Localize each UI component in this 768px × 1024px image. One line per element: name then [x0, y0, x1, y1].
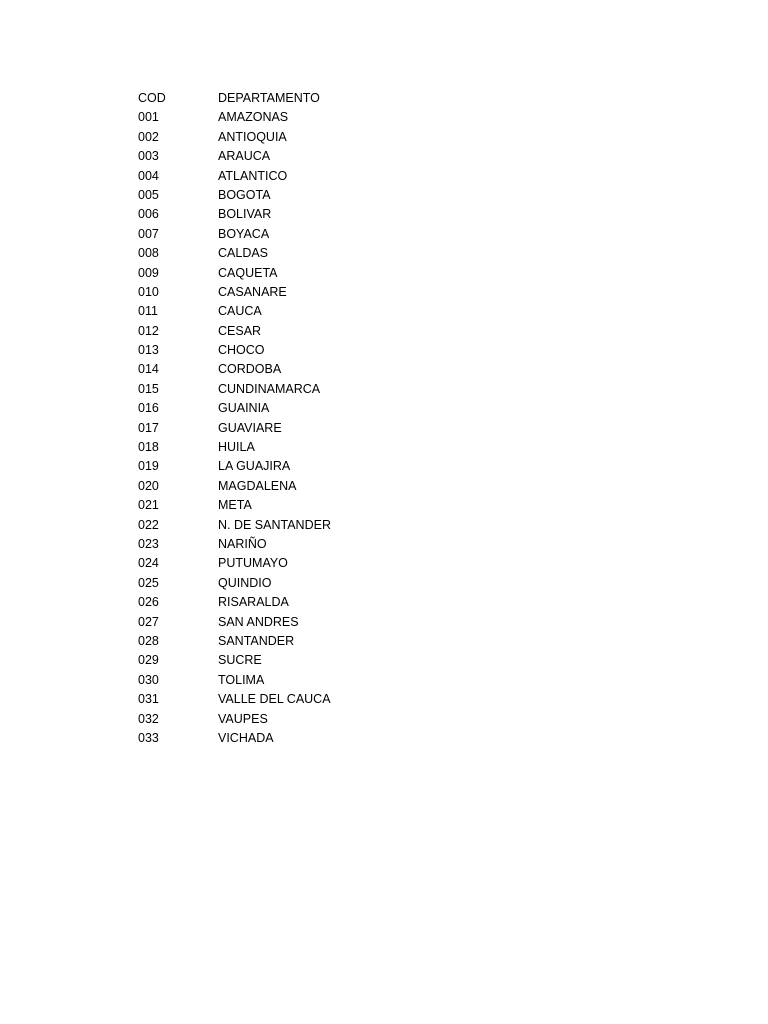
cell-departamento: CHOCO: [218, 343, 265, 358]
cell-departamento: N. DE SANTANDER: [218, 517, 331, 532]
cell-cod: 028: [138, 633, 159, 648]
cell-departamento: HUILA: [218, 440, 255, 455]
table-row: [138, 167, 398, 186]
cell-cod: 013: [138, 343, 159, 358]
table-row: [138, 341, 398, 360]
cell-cod: 030: [138, 672, 159, 687]
cell-cod: 010: [138, 284, 159, 299]
cell-cod: 022: [138, 517, 159, 532]
cell-cod: 019: [138, 459, 159, 474]
table-row: [138, 419, 398, 438]
cell-cod: 009: [138, 265, 159, 280]
table-row: [138, 496, 398, 515]
cell-departamento: AMAZONAS: [218, 110, 289, 125]
table-row: [138, 671, 398, 690]
header-departamento: DEPARTAMENTO: [218, 91, 320, 105]
table-body: [138, 108, 398, 748]
cell-cod: 020: [138, 478, 159, 493]
cell-cod: 014: [138, 362, 159, 377]
cell-departamento: CAQUETA: [218, 265, 278, 280]
cell-cod: 033: [138, 730, 159, 745]
table-row: [138, 457, 398, 476]
cell-departamento: VICHADA: [218, 730, 274, 745]
table-row: [138, 477, 398, 496]
cell-cod: 005: [138, 187, 159, 202]
cell-departamento: TOLIMA: [218, 672, 265, 687]
cell-departamento: QUINDIO: [218, 575, 272, 590]
table-row: [138, 225, 398, 244]
table-row: [138, 438, 398, 457]
table-row: [138, 360, 398, 379]
cell-cod: 027: [138, 614, 159, 629]
cell-cod: 018: [138, 440, 159, 455]
cell-cod: 023: [138, 536, 159, 551]
cell-departamento: CESAR: [218, 323, 262, 338]
cell-departamento: VALLE DEL CAUCA: [218, 692, 331, 707]
cell-departamento: LA GUAJIRA: [218, 459, 291, 474]
cell-departamento: ARAUCA: [218, 149, 271, 164]
table-row: [138, 108, 398, 127]
table-row: [138, 574, 398, 593]
table-row: [138, 380, 398, 399]
cell-cod: 007: [138, 226, 159, 241]
table-row: [138, 399, 398, 418]
cell-departamento: CAUCA: [218, 304, 262, 319]
table-row: [138, 186, 398, 205]
cell-departamento: ANTIOQUIA: [218, 129, 287, 144]
cell-departamento: BOYACA: [218, 226, 270, 241]
cell-cod: 012: [138, 323, 159, 338]
table-row: [138, 651, 398, 670]
cell-cod: 003: [138, 149, 159, 164]
cell-cod: 008: [138, 246, 159, 261]
cell-cod: 016: [138, 401, 159, 416]
table-row: [138, 147, 398, 166]
cell-cod: 001: [138, 110, 159, 125]
table-row: [138, 283, 398, 302]
table-header-row: [138, 89, 398, 108]
table-row: [138, 516, 398, 535]
cell-departamento: MAGDALENA: [218, 478, 297, 493]
table-row: [138, 690, 398, 709]
cell-departamento: META: [218, 498, 252, 513]
cell-cod: 025: [138, 575, 159, 590]
table-row: [138, 302, 398, 321]
cell-cod: 024: [138, 556, 159, 571]
cell-cod: 026: [138, 595, 159, 610]
cell-departamento: SAN ANDRES: [218, 614, 299, 629]
cell-departamento: SANTANDER: [218, 633, 295, 648]
cell-cod: 017: [138, 420, 159, 435]
table-row: [138, 632, 398, 651]
cell-departamento: VAUPES: [218, 711, 268, 726]
cell-departamento: RISARALDA: [218, 595, 289, 610]
cell-departamento: GUAINIA: [218, 401, 270, 416]
cell-departamento: BOLIVAR: [218, 207, 272, 222]
cell-cod: 002: [138, 129, 159, 144]
cell-departamento: ATLANTICO: [218, 168, 288, 183]
table-row: [138, 613, 398, 632]
cell-cod: 021: [138, 498, 159, 513]
table-row: [138, 264, 398, 283]
cell-cod: 031: [138, 692, 159, 707]
cell-departamento: NARIÑO: [218, 536, 267, 551]
header-cod: COD: [138, 91, 166, 105]
cell-departamento: PUTUMAYO: [218, 556, 288, 571]
table-row: [138, 128, 398, 147]
table-row: [138, 710, 398, 729]
cell-cod: 029: [138, 653, 159, 668]
cell-departamento: GUAVIARE: [218, 420, 282, 435]
cell-cod: 032: [138, 711, 159, 726]
table-row: [138, 205, 398, 224]
cell-cod: 006: [138, 207, 159, 222]
departamentos-table: [138, 89, 398, 748]
cell-departamento: CASANARE: [218, 284, 287, 299]
cell-departamento: SUCRE: [218, 653, 262, 668]
table-row: [138, 322, 398, 341]
table-row: [138, 554, 398, 573]
cell-departamento: CALDAS: [218, 246, 269, 261]
table-row: [138, 729, 398, 748]
cell-cod: 011: [138, 304, 158, 319]
cell-departamento: BOGOTA: [218, 187, 271, 202]
table-row: [138, 244, 398, 263]
cell-cod: 015: [138, 381, 159, 396]
table-row: [138, 593, 398, 612]
cell-cod: 004: [138, 168, 159, 183]
cell-departamento: CORDOBA: [218, 362, 282, 377]
cell-departamento: CUNDINAMARCA: [218, 381, 321, 396]
table-row: [138, 535, 398, 554]
